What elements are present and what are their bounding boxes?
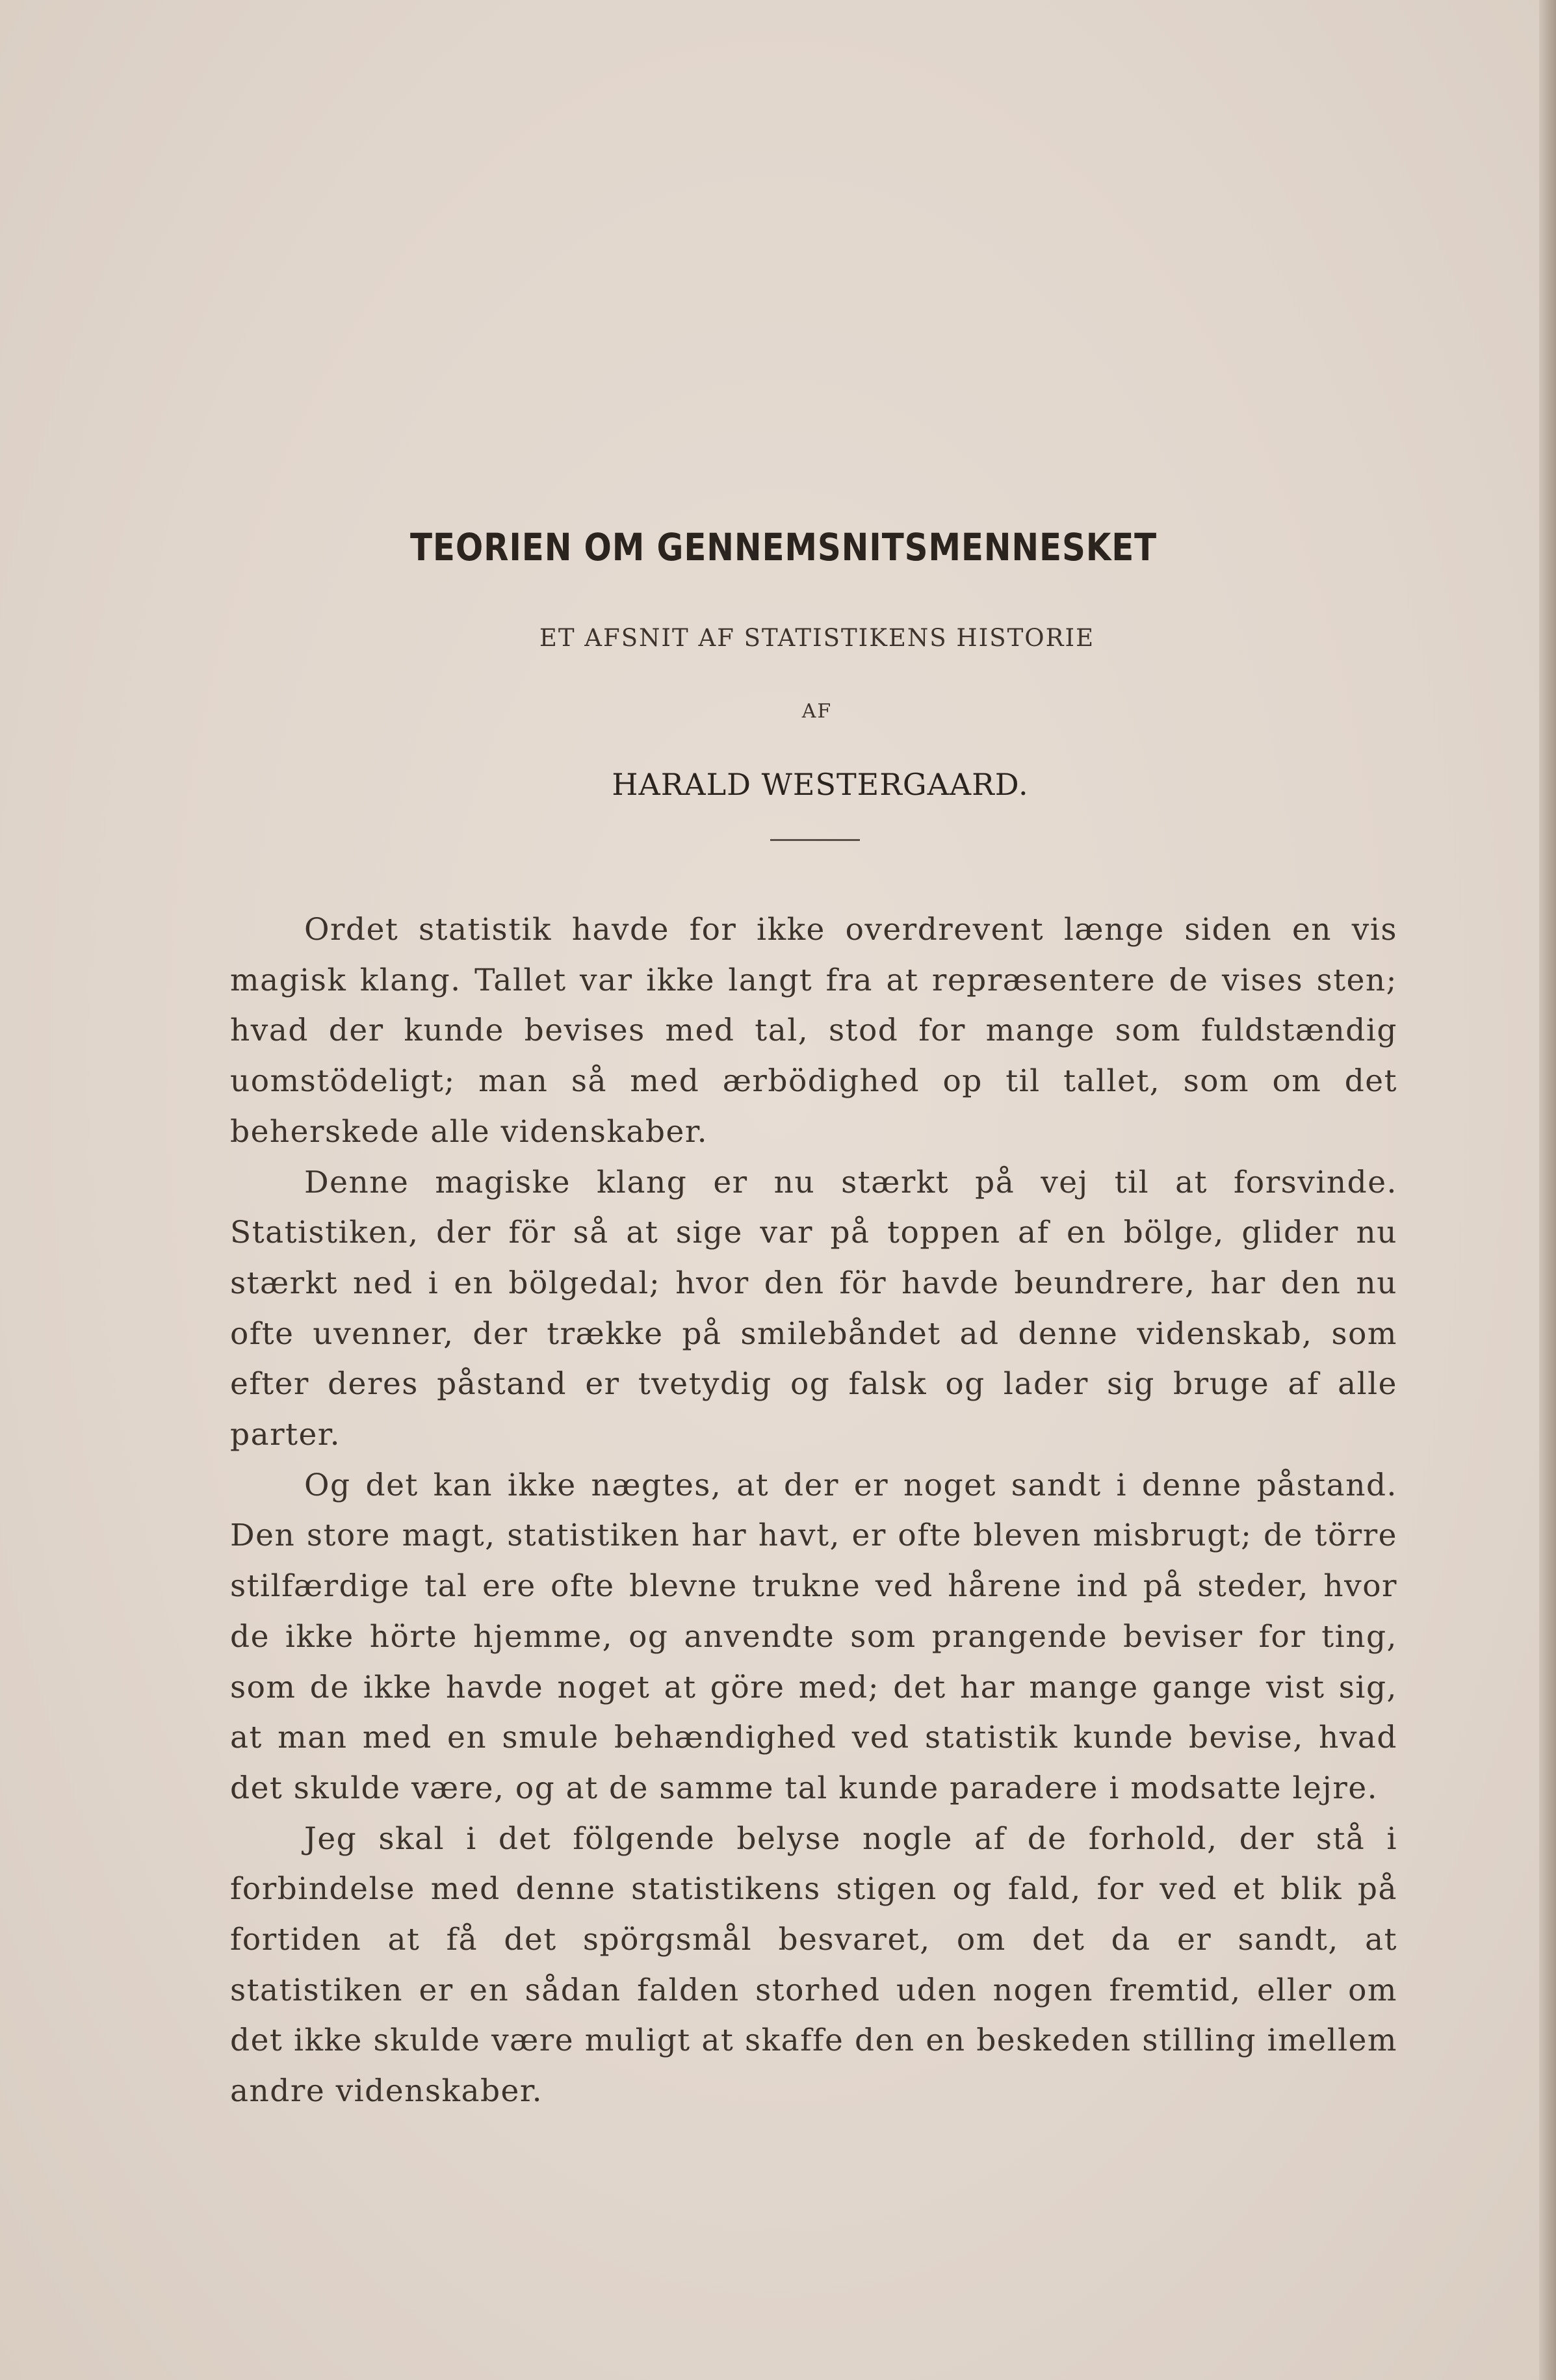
article-title: TEORIEN OM GENNEMSNITSMENNESKET	[410, 525, 1158, 569]
page-edge-shadow	[1539, 0, 1556, 2380]
byline-prefix: AF	[801, 700, 833, 723]
paragraph: Denne magiske klang er nu stærkt på vej til at forsvinde. Statistiken, der för så at sige var på toppen af en bölge, glider nu stærkt ned i en bölgedal; hvor den för havde beundrere, har den nu ofte uvenner, der trække på smilebåndet ad denne videnskab, som efter deres påstand er tvetydig og falsk og lader sig bruge af alle parter.	[230, 1164, 1397, 1453]
paragraph: Ordet statistik havde for ikke overdrevent længe siden en vis magisk klang. Tallet var ikke langt fra at repræsentere de vises sten; hvad der kunde bevises med tal, stod for mange som fuldstændig uomstödeligt; man så med ærbödighed op til tallet, som om det beherskede alle videnskaber.	[230, 912, 1397, 1150]
paragraph: Og det kan ikke nægtes, at der er noget sandt i denne påstand. Den store magt, statistiken har havt, er ofte bleven misbrugt; de törre stilfærdige tal ere ofte blevne trukne ved hårene ind på steder, hvor de ikke hörte hjemme, og anvendte som prangende beviser for ting, som de ikke havde noget at göre med; det har mange gange vist sig, at man med en smule behændighed ved statistik kunde bevise, hvad det skulde være, og at de samme tal kunde paradere i modsatte lejre.	[230, 1467, 1397, 1806]
article-body	[230, 905, 1397, 2117]
article-subtitle: ET AFSNIT AF STATISTIKENS HISTORIE	[539, 624, 1095, 652]
title-divider	[770, 839, 860, 841]
paragraph: Jeg skal i det fölgende belyse nogle af de forhold, der stå i forbindelse med denne statistikens stigen og fald, for ved et blik på fortiden at få det spörgsmål besvaret, om det da er sandt, at statistiken er en sådan falden storhed uden nogen fremtid, eller om det ikke skulde være muligt at skaffe den en beskeden stilling imellem andre videnskaber.	[230, 1820, 1397, 2110]
author-name: HARALD WESTERGAARD.	[612, 767, 1029, 802]
